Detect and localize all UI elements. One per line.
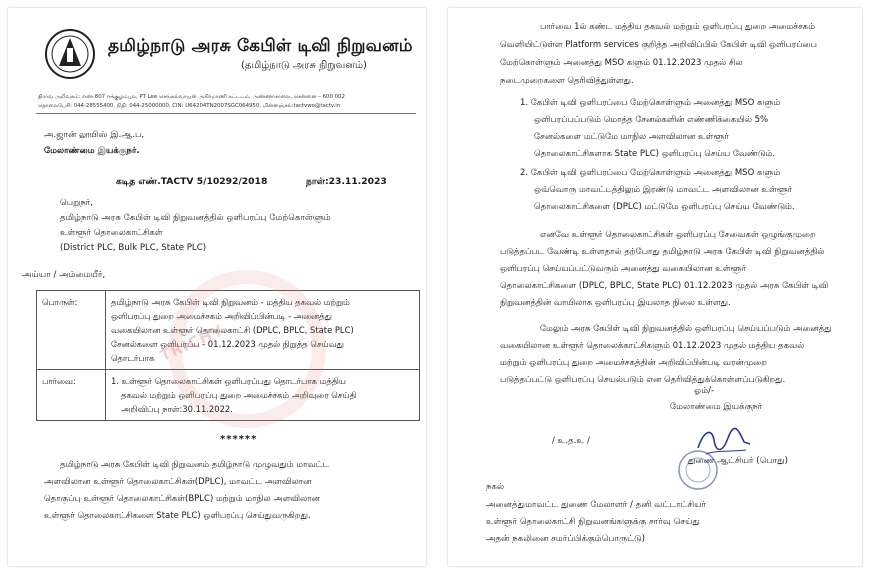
subject-line: சேனல்களை ஒளிபரப்ப - 01.12.2023 முதல் நிறுத்த செய்வது	[111, 339, 344, 349]
signature-label: ஓம்/-	[694, 386, 715, 396]
address-line-1: திராவ அறிவகம்: எண் 807 ஈக்குழம்புல, PT Lee செங்கல்வாயன் அகிர்மாணி கட்டடம், அண்ணாசாலை, சென்னை – 600 002	[38, 94, 345, 100]
copy-line: அனைத்துமாவட்ட துணை மேலாளர் / தனி வட்டாட்சியர்	[486, 500, 707, 510]
signature-title: மேலாண்மை இயக்குநர்	[670, 402, 763, 412]
para2-line: ஒளிபரப்பு செய்யப்பட்டுவரும் அனைத்து வகையிலான உள்ளூர்	[500, 264, 746, 274]
recipient-line-2: உள்ளூர் தொலைகாட்சிகள்	[60, 228, 163, 238]
reference-line: அறிவிப்பு நாள்:30.11.2022.	[121, 404, 233, 414]
list-item-1-line: சேனல்களை மட்டுமே மாநில அளவிலான உள்ளூர்	[534, 132, 729, 142]
salutation: அய்யா / அம்மையீர்,	[22, 270, 106, 280]
para1-line: வெளியிட்டுள்ள Platform services குறித்த அறிவிப்பில் கேபிள் டிவி ஒளிபரப்பை	[500, 40, 817, 50]
official-seal-icon	[676, 448, 720, 492]
list-item-1-line: தொலைகாட்சிகளாக State PLC) ஒளிபரப்பு செய்ய வேண்டும்.	[534, 149, 775, 159]
body-line: அளவிலான உள்ளூர் தொலைகாட்சிகள்(DPLC), மாவட்ட அளவிலான	[44, 477, 312, 487]
copy-line: உள்ளூர் தொலைகாட்சி நிறுவனங்களுக்கு சார்வு செய்து	[486, 517, 700, 527]
address-line-2: தொலைபேசி: 044-28555400, நிதி: 044-25000000, CIN: U64204TN2007SGC064950, மின்னஞ்சல்:tactvwo@tactv.in	[38, 103, 341, 109]
subject-line: தமிழ்நாடு அரசு கேபிள் டிவி நிறுவனம் - மத்திய தகவல் மற்றும்	[111, 297, 350, 307]
watermark-text: TRICHY	[157, 320, 227, 366]
reference-label: பார்வை:	[37, 370, 106, 421]
sender-title: மேலாண்மை இயக்குநர்.	[44, 146, 140, 156]
para3-line: மற்றும் ஒளிபரப்பு துறை அமைச்சகத்தின் அறிவிப்பின்படி வரன்முறை	[500, 358, 767, 368]
body-line: உள்ளூர் தொலைகாட்சிகளை State PLC) ஒளிபரப்பு செய்துவருகிறது.	[44, 511, 311, 521]
para3-line: வகையிலான உள்ளூர் தொலைக்காட்சிகளும் 01.12.2023 முதல் மத்திய தகவல்	[500, 341, 805, 351]
subject-line: ஒளிபரப்பு துறை அமைச்சகம் அறிவிப்பின்படி - அனைத்து	[111, 311, 332, 321]
separator-stars: ******	[220, 434, 258, 445]
para2-line: நிறுவனத்தின் வாயிலாக ஒளிபரப்பு இயலாத நிலை உள்ளது.	[500, 298, 731, 308]
copy-line: அதன் நகலினை சமர்ப்பிக்கும்பொருட்டு)	[486, 534, 645, 544]
tactv-logo-icon	[44, 28, 96, 80]
org-subtitle: (தமிழ்நாடு அரசு நிறுவனம்)	[241, 60, 367, 71]
copy-label: நகல்	[486, 482, 505, 492]
reference-line: 1. உள்ளூர் தொலைகாட்சிகள் ஒளிபரப்பது தொடர்பாக மத்திய	[111, 376, 346, 386]
letter-page-2	[448, 8, 862, 566]
para3-line: படுத்தப்பட்டு ஒளிபரப்பு செயல்படும் என தெரிவித்துக்கொள்ளப்படுகிறது.	[500, 375, 786, 385]
para1-line: பார்வை 1ல் கண்ட மத்திய தகவல் மற்றும் ஒளிபரப்பு துறை அமைச்சகம்	[540, 22, 815, 32]
subject-label: பொருள்:	[37, 291, 106, 370]
para1-line: நடைமுறைகளை தெரிவித்துள்ளது.	[500, 76, 634, 86]
body-line: தொகுப்பு உள்ளூர் தொலைகாட்சிகள்(BPLC) மற்றும் மாநில அளவிலான	[44, 494, 320, 504]
recipient-line-1: தமிழ்நாடு அரசு கேபிள் டிவி நிறுவனத்தில் ஒளிபரப்பு மேற்கொள்ளும்	[60, 213, 331, 223]
subject-line: தொடர்பாக	[111, 353, 155, 363]
org-name: தமிழ்நாடு அரசு கேபிள் டிவி நிறுவனம்	[108, 36, 413, 56]
letterhead	[36, 26, 416, 96]
subject-line: வகையிலான உள்ளூர் தொலைகாட்சி (DPLC, BPLC, State PLC)	[111, 325, 354, 335]
reference-line: தகவல் மற்றும் ஒளிபரப்பு துறை அமைச்சகம் அறிவுரை செய்தி	[121, 390, 357, 400]
reference-number: கடித எண்.TACTV 5/10292/2018	[116, 176, 268, 187]
para2-line: படுத்தப்பட வேண்டி உள்ளதால் தற்போது தமிழ்நாடு அரசு கேபிள் டிவி நிறுவனத்தில்	[500, 247, 825, 257]
body-line: தமிழ்நாடு அரசு கேபிள் டிவி நிறுவனம் தமிழ்நாடு முழுவதும் மாவட்ட	[60, 460, 330, 470]
para1-line: மேற்கொள்ளும் அனைத்து MSO களும் 01.12.2023 முதல் சில	[500, 58, 743, 68]
header-divider	[36, 113, 416, 114]
list-item-2-line: 2. கேபிள் டிவி ஒளிபரப்பை மேற்கொள்ளும் அனைத்து MSO களும்	[520, 168, 781, 178]
para2-line: தொலைகாட்சிகளை (DPLC, BPLC, State PLC) 01.12.2023 முதல் அரசு கேபிள் டிவி	[500, 281, 829, 291]
list-item-2-line: தொலைகாட்சிகளை (DPLC) மட்டுமே ஒளிபரப்பு செய்ய வேண்டும்.	[534, 202, 795, 212]
list-item-1-line: ஒளிபரப்பப்படும் மொத்த சேனல்களின் எண்ணிக்கையில் 5%	[534, 115, 769, 125]
letter-date: நாள்:23.11.2023	[306, 176, 387, 187]
recipient-label: பெறுநர்,	[60, 198, 94, 208]
true-copy-mark: / உ.த.உ /	[552, 436, 590, 446]
para2-line: எனவே உள்ளூர் தொலைகாட்சிகள் ஒளிபரப்பு சேவைகள் ஒழுங்குமுறை	[540, 230, 816, 240]
letter-page-1	[8, 8, 426, 566]
para3-line: மேலும் அரசு கேபிள் டிவி நிறுவனத்தில் ஒளிபரப்பு செய்யப்படும் அனைத்து	[540, 324, 832, 334]
deputy-designation: துணை ஆட்சியர் (பொது)	[688, 456, 789, 466]
recipient-line-3: (District PLC, Bulk PLC, State PLC)	[60, 243, 207, 253]
list-item-1-line: 1. கேபிள் டிவி ஒளிபரப்பை மேற்கொள்ளும் அனைத்து MSO களும்	[520, 98, 781, 108]
sender-name: அ.ஜான் லூயிஸ் இ.ஆ.ப,	[44, 130, 145, 140]
list-item-2-line: ஒவ்வொரு மாவட்டத்திலும் இரண்டு மாவட்ட அளவிலான உள்ளூர்	[534, 185, 793, 195]
